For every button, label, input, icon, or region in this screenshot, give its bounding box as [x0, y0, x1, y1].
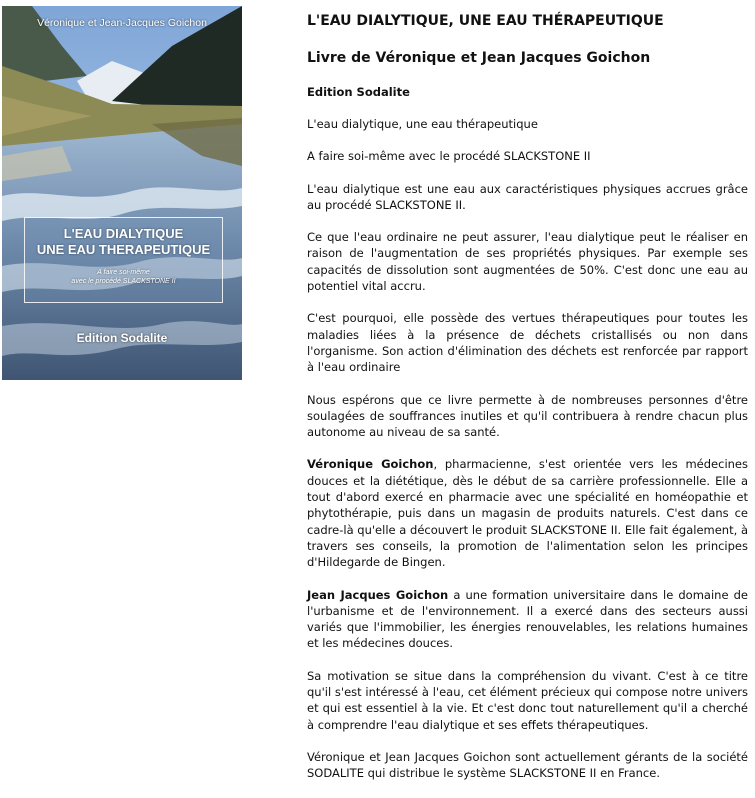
author-name-jean-jacques: Jean Jacques Goichon: [307, 587, 449, 602]
paragraph-5: C'est pourquoi, elle possède des vertues thérapeutiques pour toutes les maladies liées à la présence de déchets cristallisés ou non dans l'organisme. Son action d'élimination des déchets est renforcée par rapport à l'eau ordinaire: [307, 311, 748, 375]
jean-jacques-bio: a une formation universitaire dans le domaine de l'urbanisme et de l'environnement. Il a exercé dans des secteurs aussi variés que l'immobilier, les énergies renouvelables, les relations humaines et les médecines douces.: [307, 587, 749, 651]
cover-subtitle-line1: A faire soi-même: [97, 269, 150, 276]
paragraph-jean-jacques: [307, 587, 748, 652]
cover-title-line2: UNE EAU THERAPEUTIQUE: [36, 242, 211, 257]
paragraph-10: Véronique et Jean Jacques Goichon sont actuellement gérants de la société SODALITE qui distribue le système SLACKSTONE II en France.: [307, 749, 748, 781]
book-cover: [2, 6, 242, 380]
paragraph-9: Sa motivation se situe dans la compréhension du vivant. C'est à ce titre qu'il s'est intéressé à l'eau, cet élément précieux qui compose notre univers et qui est essentiel à la vie. Et c'est donc tout naturellement qu'il a cherché à comprendre l'eau dialytique et ses effets thérapeutiques.: [307, 668, 748, 732]
cover-title-box: [24, 217, 223, 303]
veronique-bio: , pharmacienne, s'est orientée vers les médecines douces et la diététique, dès le début de sa carrière professionnelle. Elle a tout d'abord exercé en pharmacie avec une spécialité en homéopathie et phytothérapie, puis dans un magasin de produits naturels. C'est dans ce cadre-là qu'elle a découvert le produit SLACKSTONE II. Elle fait également, à travers ses conseils, la promotion de l'alimentation selon les principes d'Hildegarde de Bingen.: [307, 457, 749, 570]
author-name-veronique: Véronique Goichon: [307, 457, 434, 472]
cover-edition: Edition Sodalite: [76, 331, 168, 345]
publisher-label: Edition Sodalite: [307, 85, 410, 99]
cover-authors: Véronique et Jean-Jacques Goichon: [37, 17, 207, 29]
cover-subtitle-line2: avec le procédé SLACKSTONE II: [71, 278, 176, 285]
book-description: [307, 11, 748, 798]
paragraph-6: Nous espérons que ce livre permette à de nombreuses personnes d'être soulagées de souffrances inutiles et qu'il contribuera à rendre chacun plus autonome au niveau de sa santé.: [307, 392, 748, 440]
book-subtitle: Livre de Véronique et Jean Jacques Goichon: [307, 50, 651, 66]
cover-title-line1: L'EAU DIALYTIQUE: [63, 226, 184, 241]
paragraph-2: A faire soi-même avec le procédé SLACKSTONE II: [307, 149, 591, 164]
paragraph-veronique: [307, 456, 748, 570]
paragraph-3: L'eau dialytique est une eau aux caractéristiques physiques accrues grâce au procédé SLACKSTONE II.: [307, 181, 748, 212]
paragraph-1: L'eau dialytique, une eau thérapeutique: [307, 117, 538, 131]
page-title: L'EAU DIALYTIQUE, UNE EAU THÉRAPEUTIQUE: [307, 13, 664, 29]
book-cover-photo: [2, 6, 242, 380]
paragraph-4: Ce que l'eau ordinaire ne peut assurer, l'eau dialytique peut le réaliser en raison de l'augmentation de ses propriétés physiques. Par exemple ses capacités de dissolution sont augmentées de 50%. C'est donc une eau au potentiel vital accru.: [307, 230, 748, 294]
